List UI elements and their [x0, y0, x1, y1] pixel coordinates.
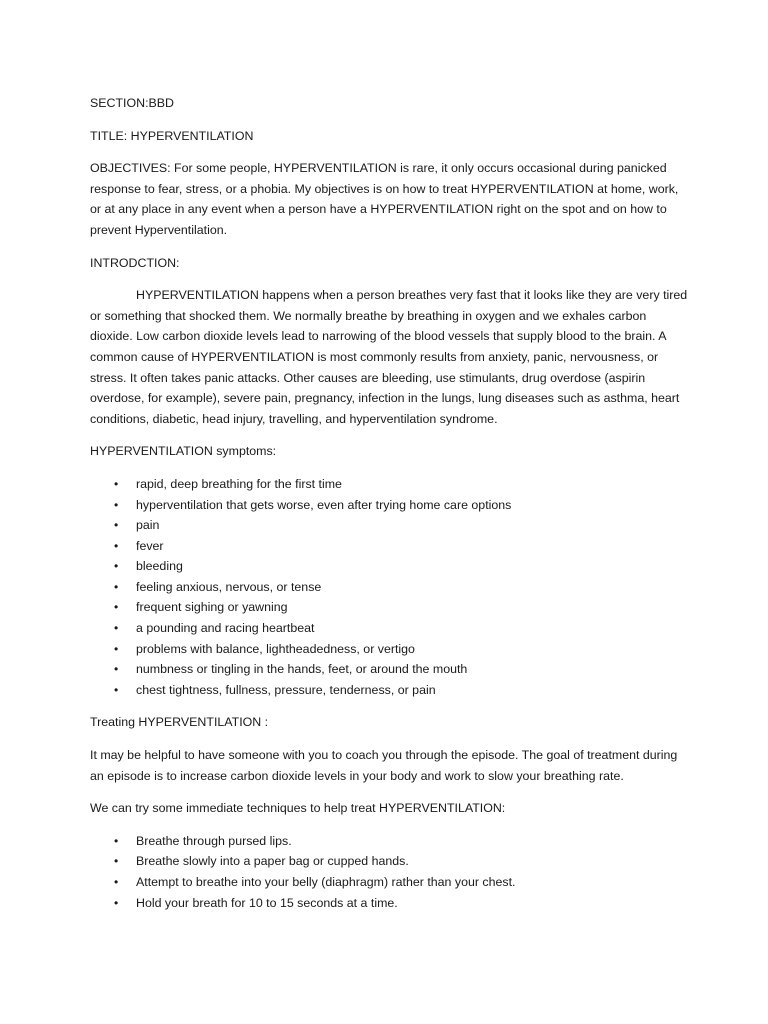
document-page: [90, 93, 690, 925]
symptom-item: [90, 495, 690, 516]
techniques-list: [90, 831, 690, 913]
section-line: SECTION:BBD: [90, 96, 174, 110]
treating-paragraph: It may be helpful to have someone with you to coach you through the episode. The goal of treatment during an episode is to increase carbon dioxide levels in your body and work to slow your breathing rate.: [90, 748, 678, 783]
bullet-icon: •: [114, 621, 119, 636]
bullet-icon: •: [114, 497, 119, 512]
symptom-item: [90, 536, 690, 557]
list-item-text: pain: [136, 518, 160, 533]
list-item-text: frequent sighing or yawning: [136, 600, 288, 615]
list-item-text: chest tightness, fullness, pressure, tenderness, or pain: [136, 682, 436, 697]
bullet-icon: •: [114, 538, 119, 553]
symptoms-heading: HYPERVENTILATION symptoms:: [90, 444, 277, 459]
objectives-paragraph: OBJECTIVES: For some people, HYPERVENTILATION is rare, it only occurs occasional during panicked response to fear, stress, or a phobia. My objectives is on how to treat HYPERVENTILATION at home, work, or at any place in any event when a person have a HYPERVENTILATION right on the spot and on how to prevent Hyperventilation.: [90, 161, 679, 237]
technique-item: [90, 893, 690, 914]
symptom-item: [90, 515, 690, 536]
bullet-icon: •: [114, 895, 119, 910]
list-item-text: fever: [136, 538, 164, 553]
document-title: TITLE: HYPERVENTILATION: [90, 128, 254, 143]
list-item-text: feeling anxious, nervous, or tense: [136, 579, 322, 594]
bullet-icon: •: [114, 833, 119, 848]
techniques-heading: We can try some immediate techniques to help treat HYPERVENTILATION:: [90, 801, 506, 816]
symptom-item: [90, 639, 690, 660]
symptom-item: [90, 597, 690, 618]
symptom-item: [90, 618, 690, 639]
bullet-icon: •: [114, 559, 119, 574]
list-item-text: a pounding and racing heartbeat: [136, 621, 315, 636]
symptoms-list: [90, 474, 690, 701]
bullet-icon: •: [114, 641, 119, 656]
list-item-text: numbness or tingling in the hands, feet, or around the mouth: [136, 662, 468, 677]
technique-item: [90, 831, 690, 852]
bullet-icon: •: [114, 682, 119, 697]
list-item-text: hyperventilation that gets worse, even after trying home care options: [136, 497, 512, 512]
symptom-item: [90, 474, 690, 495]
list-item-text: Attempt to breathe into your belly (diaphragm) rather than your chest.: [136, 875, 516, 889]
list-item-text: Hold your breath for 10 to 15 seconds at a time.: [136, 895, 398, 910]
treating-heading: Treating HYPERVENTILATION :: [90, 715, 269, 730]
symptom-item: [90, 680, 690, 701]
bullet-icon: •: [114, 875, 119, 889]
symptom-item: [90, 556, 690, 577]
bullet-icon: •: [114, 662, 119, 677]
symptom-item: [90, 659, 690, 680]
list-item-text: bleeding: [136, 559, 183, 574]
bullet-icon: •: [114, 579, 119, 594]
bullet-icon: •: [114, 854, 119, 869]
bullet-icon: •: [114, 476, 119, 491]
list-item-text: Breathe through pursed lips.: [136, 833, 292, 848]
technique-item: [90, 872, 690, 893]
list-item-text: problems with balance, lightheadedness, or vertigo: [136, 641, 415, 656]
symptom-item: [90, 577, 690, 598]
list-item-text: Breathe slowly into a paper bag or cupped hands.: [136, 854, 409, 869]
technique-item: [90, 851, 690, 872]
introduction-paragraph: HYPERVENTILATION happens when a person breathes very fast that it looks like they are very tired or something that shocked them. We normally breathe by breathing in oxygen and we exhales carbon dioxide. Low carbon dioxide levels lead to narrowing of the blood vessels that supply blood to the brain. A common cause of HYPERVENTILATION is most commonly results from anxiety, panic, nervousness, or stress. It often takes panic attacks. Other causes are bleeding, use stimulants, drug overdose (aspirin overdose, for example), severe pain, pregnancy, infection in the lungs, lung diseases such as asthma, heart conditions, diabetic, head injury, travelling, and hyperventilation syndrome.: [90, 288, 688, 426]
bullet-icon: •: [114, 518, 119, 533]
list-item-text: rapid, deep breathing for the first time: [136, 476, 342, 491]
bullet-icon: •: [114, 600, 119, 615]
introduction-heading: INTRODCTION:: [90, 255, 180, 270]
